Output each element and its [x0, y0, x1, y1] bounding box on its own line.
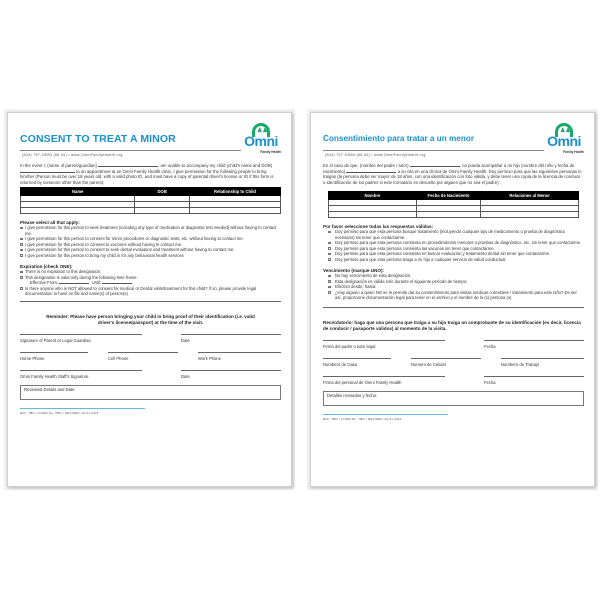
reminder-note: Recordatorio: haga que una persona que traiga a su hijo traiga un comprobante de su identificación (es decir, licencia de conducir / pasaporte válidos) al momento de la visita.: [323, 319, 581, 331]
effective-dates-option[interactable]: Efectivo desde: hasta:: [323, 284, 584, 290]
work-phone-field[interactable]: Work Phone: [198, 352, 281, 361]
child-name-dob-field[interactable]: [20, 169, 75, 173]
form-footer: EFF: TBD • FORM No: TBD • REVISED: 02.01.2021: [20, 410, 99, 415]
checkbox[interactable]: [20, 287, 23, 290]
form-header: [323, 125, 584, 159]
checkbox[interactable]: [328, 247, 331, 250]
not-allowed-option[interactable]: Is there anyone who is NOT allowed to consent for medical or Dental visits/treatment for this child? If so, please provide legal documentation to have on file and name(s) of person(s): [20, 286, 281, 297]
omni-logo: ♟♟ Omni Family Health: [544, 123, 584, 157]
permission-option[interactable]: Doy permiso para que esta persona consienta en buscar evaluación y tratamiento dental sin tener que contactarme.: [323, 251, 584, 257]
expiration-option[interactable]: This designation is valid only during the following time frame:: [20, 275, 281, 281]
logo-family-icon: ♟♟: [257, 128, 268, 134]
signature-row: [323, 340, 584, 349]
phone-row: [323, 358, 584, 367]
contact-info: (844) 757-OMNI (66 64) • www.OmniFamilyHealth.org: [22, 153, 123, 157]
effective-dates: Effective From: Until:: [20, 280, 281, 286]
expiration-option[interactable]: There is no expiration to this designation.: [20, 269, 281, 275]
permission-option[interactable]: Doy permiso para que esta persona consienta las vacunas sin tener que contactarme.: [323, 246, 584, 252]
reminder-note: Reminder: Please have person bringing your child in bring proof of their identification (i.e. valid driver's license/passport) at the time of the visit.: [46, 313, 255, 325]
staff-date-field[interactable]: Fecha: [484, 376, 584, 385]
select-section-title: Por favor seleccione todas las respuestas válidas:: [323, 224, 434, 230]
header-divider: [323, 150, 544, 151]
column-header: Fecha de Nacimiento: [416, 192, 481, 200]
logo-family-icon: ♟♟: [560, 128, 571, 134]
checkbox[interactable]: [328, 242, 331, 245]
authorized-persons-table: [20, 187, 281, 214]
header-divider: [20, 150, 241, 151]
checkbox[interactable]: [328, 291, 331, 294]
select-section-title: Please select all that apply:: [20, 220, 80, 226]
footer-divider: [323, 414, 448, 415]
form-title: CONSENT TO TREAT A MINOR: [20, 133, 176, 145]
consent-form-english: [7, 112, 292, 487]
permission-option[interactable]: I give permission for this person to consent to seek dental evaluation and treatment without having to contact me.: [20, 247, 281, 253]
staff-date-field[interactable]: Date: [181, 370, 281, 379]
column-header: Name: [21, 188, 135, 196]
checkbox[interactable]: [20, 249, 23, 252]
table-row: [21, 208, 281, 214]
checkbox[interactable]: [328, 280, 331, 283]
persons-line[interactable]: [20, 301, 281, 302]
staff-signature-field[interactable]: Omni Family Health Staff's Signature: [20, 370, 142, 379]
expiration-section-title: Expiration (check ONE):: [20, 264, 73, 270]
form-title: Consentimiento para tratar a un menor: [323, 134, 475, 143]
child-name-dob-field[interactable]: [346, 169, 396, 173]
permission-option[interactable]: Doy permiso para que esta persona consienta en procedimientos menores o pruebas de diagnóstico, etc. sin tener que contactarme.: [323, 240, 584, 246]
column-header: Nombre: [329, 192, 416, 200]
checkbox[interactable]: [328, 231, 331, 234]
date-field[interactable]: Date: [181, 334, 281, 343]
permission-option[interactable]: I give permission for this person to consent to vaccines without having to contact me.: [20, 242, 281, 248]
permission-option[interactable]: Doy permiso para que esta persona busque tratamiento (incluyendo cualquier tipo de medicamento o prueba de diagnóstico necesario) sin tener que contactarme.: [323, 229, 584, 240]
intro-paragraph: In the event I, (name of parent/guardian) , am unable to accompany my child (child's name and DOB) to an appointment at an Omni Family Health clinic, I give permission for the following people to bring him/her (Person must be over 18 years old, with a valid photo ID, and must have a copy of parental driver's license or ID if this form is returned by someone other than the parent):: [20, 163, 274, 185]
reviewed-details-box[interactable]: Detalles revisados y fecha:: [323, 391, 584, 406]
contact-info: (844) 757-OMNI (66 64) • www.OmniFamilyHealth.org: [325, 153, 426, 157]
permission-option[interactable]: Doy permiso para que esta persona traiga a mi hijo a cualquier servicio de salud conductual: [323, 257, 584, 263]
intro-paragraph: En el caso de que, (nombre del padre / tutor) , no pueda acompañar a mi hijo (nombre del niño y fecha de nacimiento) a su cita en una clínica de Omni Family Health. Doy permiso para que las siguientes personas lo traigan (la persona debe ser mayor de 18 años, con una identificación con foto válida, y debe tener una copia de la licencia de conducir o identificación de los padres si este formulario es devuelto por alguien que no sea el padre):: [323, 163, 582, 185]
form-footer: EFF: TBD • FORM No: TBD • REVISED: 02.01.2021: [323, 416, 402, 421]
column-header: Relationship to Child: [189, 188, 280, 196]
table-row: [329, 212, 579, 218]
home-phone-field[interactable]: Numbero de Casa: [323, 358, 391, 367]
parent-signature-field[interactable]: Signature of Parent or Legal Guardian: [20, 334, 142, 343]
checkbox[interactable]: [20, 276, 23, 279]
effective-from-field[interactable]: [59, 280, 89, 284]
persons-line[interactable]: [323, 307, 584, 308]
expiration-section-title: Vencimiento (marque UNO):: [323, 268, 385, 274]
cell-phone-field[interactable]: Cell Phone: [108, 352, 178, 361]
reviewed-details-box[interactable]: Reviewed Details and Date:: [20, 385, 281, 400]
staff-signature-field[interactable]: Firma del personal de Omni Family Health: [323, 376, 445, 385]
form-header: [20, 125, 281, 159]
cell-phone-field[interactable]: Numero de Celular: [411, 358, 481, 367]
checkbox[interactable]: [20, 238, 23, 241]
parent-signature-field[interactable]: Firma del padre o tutor legal: [323, 340, 445, 349]
checkbox[interactable]: [328, 253, 331, 256]
phone-row: [20, 352, 281, 361]
guardian-name-field[interactable]: [98, 163, 158, 167]
permission-option[interactable]: I give permission for this person to consent for minor procedures or diagnostic tests, etc. without having to contact me.: [20, 236, 281, 242]
until-field[interactable]: [102, 280, 132, 284]
permission-option[interactable]: I give permission for this person to bring my child in for any behavioral health services: [20, 253, 281, 259]
permission-option[interactable]: I give permission for this person to seek treatment (including any type of medication or diagnostic test needed) without having to contact me.: [20, 225, 281, 236]
checkbox[interactable]: [20, 254, 23, 257]
checkbox[interactable]: [20, 243, 23, 246]
guardian-name-field[interactable]: [410, 163, 460, 167]
column-header: DOB: [135, 188, 190, 196]
expiration-option[interactable]: No hay vencimiento de esta designación.: [323, 273, 584, 279]
staff-row: [20, 370, 281, 379]
checkbox[interactable]: [20, 271, 23, 274]
consent-form-spanish: [310, 112, 595, 487]
not-allowed-option[interactable]: ¿Hay alguien a quien NO se le permite dar su consentimiento para visitas médicas o dentales / tratamiento para este niño? De ser así, proporcione documentación legal para tener en el archivo y el nombre de la (s) persona (s): [323, 290, 584, 301]
column-header: Relaciones al Menor: [481, 192, 578, 200]
omni-logo: ♟♟ Omni Family Health: [241, 123, 281, 157]
home-phone-field[interactable]: Home Phone: [20, 352, 88, 361]
date-field[interactable]: Fecha: [484, 340, 584, 349]
checkbox[interactable]: [328, 275, 331, 278]
work-phone-field[interactable]: Numbero de Trabajo: [501, 358, 584, 367]
checkbox[interactable]: [328, 258, 331, 261]
staff-row: [323, 376, 584, 385]
expiration-option[interactable]: Esta designación es válida solo durante el siguiente período de tiempo:: [323, 279, 584, 285]
checkbox[interactable]: [328, 286, 331, 289]
footer-divider: [20, 408, 145, 409]
signature-row: [20, 334, 281, 343]
authorized-persons-table: [328, 191, 579, 218]
checkbox[interactable]: [20, 227, 23, 230]
